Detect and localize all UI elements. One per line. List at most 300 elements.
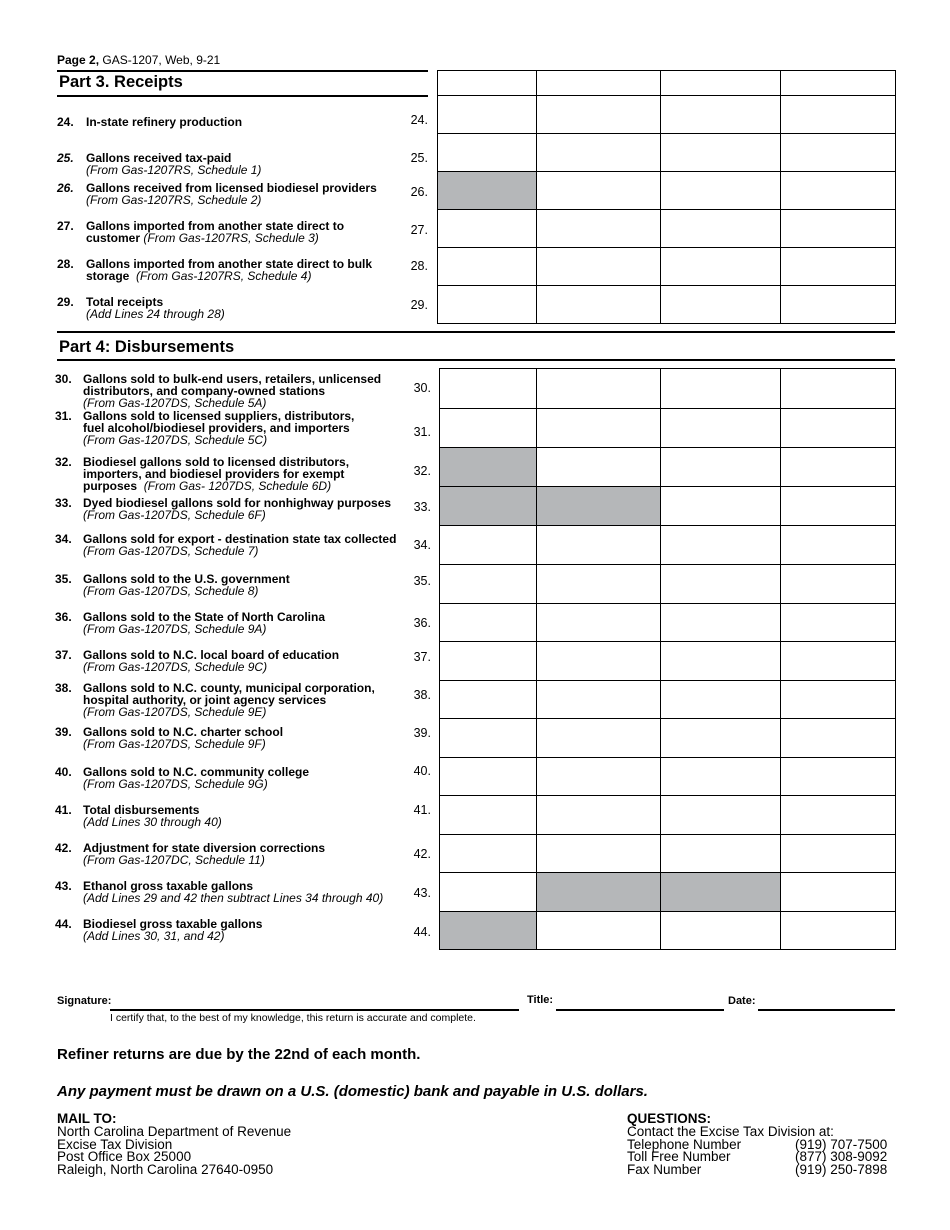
grid-row-39 <box>440 719 896 758</box>
contact-value: (919) 707-7500 <box>795 1136 888 1152</box>
line-27-description: Gallons imported from another state direct to <box>86 219 345 233</box>
page-number: Page 2, <box>57 53 100 67</box>
line-32-undyed-input[interactable] <box>537 458 660 476</box>
line-41-ethanol-input[interactable] <box>440 806 536 824</box>
line-44-number: 44. <box>55 917 72 931</box>
line-28-undyed-input[interactable] <box>537 258 660 276</box>
line-35-ref: 35. <box>413 574 431 588</box>
line-31-undyed-input[interactable] <box>537 419 660 437</box>
line-30-total[interactable] <box>781 369 896 409</box>
date-label: Date: <box>728 995 756 1007</box>
title-label: Title: <box>527 994 554 1006</box>
line-29-undyed[interactable] <box>537 286 661 324</box>
line-38-ethanol-input[interactable] <box>440 691 536 709</box>
date-line <box>758 1009 895 1011</box>
line-33-ethanol-shaded <box>440 487 537 526</box>
line-43-undyed-shaded <box>537 873 661 912</box>
line-39-undyed[interactable] <box>537 719 661 758</box>
line-31-dyed[interactable] <box>661 409 781 448</box>
line-43-ref: 43. <box>413 886 431 900</box>
form-id: GAS-1207, Web, 9-21 <box>102 53 221 67</box>
mail-to-heading: MAIL TO: <box>57 1111 117 1126</box>
line-40-ethanol-input[interactable] <box>440 768 536 786</box>
line-29-description: Total receipts <box>86 295 164 309</box>
line-39-dyed[interactable] <box>661 719 781 758</box>
line-41-description: Total disbursements <box>83 803 200 817</box>
line-38-ethanol[interactable] <box>440 681 537 719</box>
part4-title: Part 4: Disbursements <box>59 338 235 356</box>
line-34-source: (From Gas-1207DS, Schedule 7) <box>83 544 259 558</box>
line-32-ref: 32. <box>413 464 431 478</box>
grid-row-34 <box>440 526 896 565</box>
line-26-total[interactable] <box>781 172 896 210</box>
line-27-ethanol-input[interactable] <box>438 220 536 238</box>
line-30-description: Gallons sold to bulk-end users, retailers, unlicensed <box>83 372 382 386</box>
line-43-ethanol[interactable] <box>440 873 537 912</box>
line-27-undyed-input[interactable] <box>537 220 660 238</box>
line-28-ref: 28. <box>410 259 428 273</box>
part3-grid <box>437 70 896 324</box>
line-26-ref: 26. <box>410 185 428 199</box>
line-33-total[interactable] <box>781 487 896 526</box>
line-34-total[interactable] <box>781 526 896 565</box>
part3-top-rule <box>57 70 428 72</box>
line-39-ref: 39. <box>413 726 431 740</box>
line-32-source: (From Gas- 1207DS, Schedule 6D) <box>143 479 332 493</box>
line-38-source: (From Gas-1207DS, Schedule 9E) <box>83 705 267 719</box>
line-36-undyed-input[interactable] <box>537 614 660 632</box>
line-41-dyed-input[interactable] <box>661 806 780 824</box>
line-24-ethanol[interactable] <box>438 96 537 134</box>
line-39-number: 39. <box>55 725 72 739</box>
line-35-undyed-input[interactable] <box>537 575 660 593</box>
line-27-dyed-input[interactable] <box>661 220 780 238</box>
line-32-dyed[interactable] <box>661 448 781 487</box>
line-39-undyed-input[interactable] <box>537 729 660 747</box>
line-28-description: Gallons imported from another state direct to bulk <box>86 257 373 271</box>
grid-row-43 <box>440 873 896 912</box>
line-34-dyed[interactable] <box>661 526 781 565</box>
certification-statement: I certify that, to the best of my knowledge, this return is accurate and complete. <box>110 1012 476 1024</box>
line-35-dyed[interactable] <box>661 565 781 604</box>
grid-row-28 <box>438 248 896 286</box>
questions-block <box>627 1113 897 1177</box>
line-28-ethanol[interactable] <box>438 248 537 286</box>
line-41-source: (Add Lines 30 through 40) <box>83 815 222 829</box>
line-35-source: (From Gas-1207DS, Schedule 8) <box>83 584 259 598</box>
signature-label: Signature: <box>57 995 112 1007</box>
line-28-total[interactable] <box>781 248 896 286</box>
contact-row <box>627 1164 897 1177</box>
grid-row-35 <box>440 565 896 604</box>
line-42-undyed[interactable] <box>537 835 661 873</box>
line-25-dyed-input[interactable] <box>661 144 780 162</box>
line-34-ref: 34. <box>413 538 431 552</box>
grid-row-26 <box>438 172 896 210</box>
line-36-undyed[interactable] <box>537 604 661 642</box>
line-34-undyed[interactable] <box>537 526 661 565</box>
contact-label: Toll Free Number <box>627 1149 731 1165</box>
line-36-total[interactable] <box>781 604 896 642</box>
line-41-undyed-input[interactable] <box>537 806 660 824</box>
line-34-total-input[interactable] <box>781 536 895 554</box>
line-42-source: (From Gas-1207DC, Schedule 11) <box>83 853 265 867</box>
line-34-dyed-input[interactable] <box>661 536 780 554</box>
line-42-total[interactable] <box>781 835 896 873</box>
line-30-number: 30. <box>55 372 72 386</box>
line-25-ref: 25. <box>410 151 428 165</box>
line-29-dyed-input[interactable] <box>661 296 780 314</box>
line-44-total[interactable] <box>781 912 896 950</box>
line-27-total-input[interactable] <box>781 220 895 238</box>
line-36-number: 36. <box>55 610 72 624</box>
line-43-number: 43. <box>55 879 72 893</box>
line-38-total[interactable] <box>781 681 896 719</box>
line-28-dyed-input[interactable] <box>661 258 780 276</box>
line-32-total-input[interactable] <box>781 458 895 476</box>
line-24-undyed-input[interactable] <box>537 106 660 124</box>
line-37-dyed-input[interactable] <box>661 652 780 670</box>
line-31-total-input[interactable] <box>781 419 895 437</box>
line-31-undyed[interactable] <box>537 409 661 448</box>
line-43-total[interactable] <box>781 873 896 912</box>
line-28-number: 28. <box>57 257 74 271</box>
grid-row-36 <box>440 604 896 642</box>
line-40-total-input[interactable] <box>781 768 895 786</box>
line-35-total-input[interactable] <box>781 575 895 593</box>
grid-row-24 <box>438 96 896 134</box>
line-34-undyed-input[interactable] <box>537 536 660 554</box>
line-41-ethanol[interactable] <box>440 796 537 835</box>
line-37-total-input[interactable] <box>781 652 895 670</box>
line-42-ethanol[interactable] <box>440 835 537 873</box>
line-24-total-input[interactable] <box>781 106 895 124</box>
line-39-total[interactable] <box>781 719 896 758</box>
line-28-source: (From Gas-1207RS, Schedule 4) <box>136 269 312 283</box>
questions-intro: Contact the Excise Tax Division at: <box>627 1123 834 1139</box>
line-29-total-input[interactable] <box>781 296 895 314</box>
line-31-ethanol-input[interactable] <box>440 419 536 437</box>
line-29-total[interactable] <box>781 286 896 324</box>
line-31-number: 31. <box>55 409 72 423</box>
line-33-ref: 33. <box>413 500 431 514</box>
line-25-description: Gallons received tax-paid <box>86 151 232 165</box>
line-40-dyed[interactable] <box>661 758 781 796</box>
line-25-dyed[interactable] <box>661 134 781 172</box>
line-29-ethanol[interactable] <box>438 286 537 324</box>
line-26-description: Gallons received from licensed biodiesel providers <box>86 181 377 195</box>
line-27-dyed[interactable] <box>661 210 781 248</box>
line-28-description-cont: storage <box>86 269 130 283</box>
line-30-undyed[interactable] <box>537 369 661 409</box>
line-25-undyed-input[interactable] <box>537 144 660 162</box>
line-32-total[interactable] <box>781 448 896 487</box>
line-40-number: 40. <box>55 765 72 779</box>
line-36-dyed[interactable] <box>661 604 781 642</box>
line-24-number: 24. <box>57 115 74 129</box>
line-32-ethanol-shaded <box>440 448 537 487</box>
line-36-ethanol[interactable] <box>440 604 537 642</box>
line-35-description: Gallons sold to the U.S. government <box>83 572 290 586</box>
line-25-number: 25. <box>57 151 74 165</box>
line-42-undyed-input[interactable] <box>537 845 660 863</box>
line-35-dyed-input[interactable] <box>661 575 780 593</box>
line-27-source: (From Gas-1207RS, Schedule 3) <box>143 231 319 245</box>
due-date-notice: Refiner returns are due by the 22nd of each month. <box>57 1046 421 1063</box>
line-25-ethanol[interactable] <box>438 134 537 172</box>
line-42-ref: 42. <box>413 847 431 861</box>
line-33-total-input[interactable] <box>781 497 895 515</box>
line-26-source: (From Gas-1207RS, Schedule 2) <box>86 193 262 207</box>
line-35-undyed[interactable] <box>537 565 661 604</box>
line-44-undyed-input[interactable] <box>537 922 660 940</box>
line-40-undyed[interactable] <box>537 758 661 796</box>
mail-line: Excise Tax Division <box>57 1136 173 1152</box>
line-40-dyed-input[interactable] <box>661 768 780 786</box>
line-25-source: (From Gas-1207RS, Schedule 1) <box>86 163 262 177</box>
line-29-undyed-input[interactable] <box>537 296 660 314</box>
title-field[interactable] <box>558 992 727 1010</box>
line-40-undyed-input[interactable] <box>537 768 660 786</box>
line-37-source: (From Gas-1207DS, Schedule 9C) <box>83 660 268 674</box>
line-44-description: Biodiesel gross taxable gallons <box>83 917 263 931</box>
line-32-description-cont: importers, and biodiesel providers for exempt <box>83 467 345 481</box>
grid-row-41 <box>440 796 896 835</box>
line-37-ref: 37. <box>413 650 431 664</box>
line-30-description-cont: distributors, and company-owned stations <box>83 384 326 398</box>
line-36-ethanol-input[interactable] <box>440 614 536 632</box>
line-39-description: Gallons sold to N.C. charter school <box>83 725 284 739</box>
line-28-dyed[interactable] <box>661 248 781 286</box>
grid-row-27 <box>438 210 896 248</box>
line-44-total-input[interactable] <box>781 922 895 940</box>
line-40-source: (From Gas-1207DS, Schedule 9G) <box>83 777 268 791</box>
line-38-undyed-input[interactable] <box>537 691 660 709</box>
line-37-undyed[interactable] <box>537 642 661 681</box>
line-28-ethanol-input[interactable] <box>438 258 536 276</box>
grid-row-29 <box>438 286 896 324</box>
line-32-description: Biodiesel gallons sold to licensed distributors, <box>83 455 350 469</box>
contact-value: (919) 250-7898 <box>795 1162 888 1178</box>
part3-title: Part 3. Receipts <box>59 73 183 91</box>
line-42-dyed[interactable] <box>661 835 781 873</box>
line-30-ref: 30. <box>413 381 431 395</box>
line-43-ethanol-input[interactable] <box>440 883 536 901</box>
line-37-undyed-input[interactable] <box>537 652 660 670</box>
line-41-total-input[interactable] <box>781 806 895 824</box>
line-38-dyed[interactable] <box>661 681 781 719</box>
page-header <box>57 53 220 67</box>
line-33-source: (From Gas-1207DS, Schedule 6F) <box>83 508 266 522</box>
line-32-number: 32. <box>55 455 72 469</box>
line-33-dyed-input[interactable] <box>661 497 780 515</box>
line-35-ethanol[interactable] <box>440 565 537 604</box>
date-field[interactable] <box>760 992 897 1010</box>
part4-grid <box>439 368 896 950</box>
line-25-undyed[interactable] <box>537 134 661 172</box>
grid-row-33 <box>440 487 896 526</box>
line-41-ref: 41. <box>413 803 431 817</box>
part4-top-rule <box>57 331 895 333</box>
line-43-dyed-shaded <box>661 873 781 912</box>
line-44-dyed[interactable] <box>661 912 781 950</box>
line-29-dyed[interactable] <box>661 286 781 324</box>
grid-row-25 <box>438 134 896 172</box>
line-44-ethanol-shaded <box>440 912 537 950</box>
signature-field[interactable] <box>112 992 521 1010</box>
line-35-ethanol-input[interactable] <box>440 575 536 593</box>
line-31-ethanol[interactable] <box>440 409 537 448</box>
line-37-description: Gallons sold to N.C. local board of education <box>83 648 340 662</box>
line-29-source: (Add Lines 24 through 28) <box>86 307 225 321</box>
line-30-dyed-input[interactable] <box>661 380 780 398</box>
line-30-total-input[interactable] <box>781 380 895 398</box>
line-39-dyed-input[interactable] <box>661 729 780 747</box>
grid-row-32 <box>440 448 896 487</box>
contact-value: (877) 308-9092 <box>795 1149 888 1165</box>
line-43-description: Ethanol gross taxable gallons <box>83 879 254 893</box>
line-27-undyed[interactable] <box>537 210 661 248</box>
line-36-source: (From Gas-1207DS, Schedule 9A) <box>83 622 267 636</box>
payment-notice: Any payment must be drawn on a U.S. (domestic) bank and payable in U.S. dollars. <box>57 1083 648 1100</box>
grid-row-38 <box>440 681 896 719</box>
line-25-total-input[interactable] <box>781 144 895 162</box>
line-41-dyed[interactable] <box>661 796 781 835</box>
line-36-dyed-input[interactable] <box>661 614 780 632</box>
line-30-dyed[interactable] <box>661 369 781 409</box>
line-36-ref: 36. <box>413 616 431 630</box>
line-37-number: 37. <box>55 648 72 662</box>
line-38-total-input[interactable] <box>781 691 895 709</box>
line-44-dyed-input[interactable] <box>661 922 780 940</box>
line-34-description: Gallons sold for export - destination state tax collected <box>83 532 397 546</box>
line-27-ethanol[interactable] <box>438 210 537 248</box>
line-41-number: 41. <box>55 803 72 817</box>
contact-label: Fax Number <box>627 1162 702 1178</box>
line-31-description: Gallons sold to licensed suppliers, distributors, <box>83 409 355 423</box>
line-29-ethanol-input[interactable] <box>438 296 536 314</box>
line-39-total-input[interactable] <box>781 729 895 747</box>
line-24-total[interactable] <box>781 96 896 134</box>
line-24-ethanol-input[interactable] <box>438 106 536 124</box>
line-38-ref: 38. <box>413 688 431 702</box>
line-31-source: (From Gas-1207DS, Schedule 5C) <box>83 433 268 447</box>
title-line <box>556 1009 724 1011</box>
line-37-ethanol-input[interactable] <box>440 652 536 670</box>
line-26-ethanol-shaded <box>438 172 537 210</box>
line-27-ref: 27. <box>410 223 428 237</box>
line-30-undyed-input[interactable] <box>537 380 660 398</box>
line-31-total[interactable] <box>781 409 896 448</box>
line-40-ref: 40. <box>413 764 431 778</box>
line-40-description: Gallons sold to N.C. community college <box>83 765 310 779</box>
line-33-number: 33. <box>55 496 72 510</box>
line-43-total-input[interactable] <box>781 883 895 901</box>
line-39-ethanol-input[interactable] <box>440 729 536 747</box>
line-37-dyed[interactable] <box>661 642 781 681</box>
line-36-total-input[interactable] <box>781 614 895 632</box>
line-42-total-input[interactable] <box>781 845 895 863</box>
line-27-number: 27. <box>57 219 74 233</box>
line-41-total[interactable] <box>781 796 896 835</box>
grid-row-37 <box>440 642 896 681</box>
line-37-ethanol[interactable] <box>440 642 537 681</box>
line-34-ethanol-input[interactable] <box>440 536 536 554</box>
line-37-total[interactable] <box>781 642 896 681</box>
line-42-dyed-input[interactable] <box>661 845 780 863</box>
line-25-total[interactable] <box>781 134 896 172</box>
line-29-number: 29. <box>57 295 74 309</box>
line-24-undyed[interactable] <box>537 96 661 134</box>
line-35-total[interactable] <box>781 565 896 604</box>
mail-line: Raleigh, North Carolina 27640-0950 <box>57 1162 274 1178</box>
line-27-total[interactable] <box>781 210 896 248</box>
line-34-ethanol[interactable] <box>440 526 537 565</box>
line-35-number: 35. <box>55 572 72 586</box>
mail-line: Post Office Box 25000 <box>57 1149 192 1165</box>
line-26-total-input[interactable] <box>781 182 895 200</box>
line-24-dyed[interactable] <box>661 96 781 134</box>
line-32-dyed-input[interactable] <box>661 458 780 476</box>
line-42-number: 42. <box>55 841 72 855</box>
signature-line <box>110 1009 519 1011</box>
line-26-undyed-input[interactable] <box>537 182 660 200</box>
line-33-dyed[interactable] <box>661 487 781 526</box>
questions-heading: QUESTIONS: <box>627 1111 712 1126</box>
line-27-description-cont: customer <box>86 231 141 245</box>
line-26-dyed[interactable] <box>661 172 781 210</box>
line-38-dyed-input[interactable] <box>661 691 780 709</box>
line-30-source: (From Gas-1207DS, Schedule 5A) <box>83 396 267 410</box>
line-44-ref: 44. <box>413 925 431 939</box>
line-29-ref: 29. <box>410 298 428 312</box>
line-31-dyed-input[interactable] <box>661 419 780 437</box>
line-24-description: In-state refinery production <box>86 115 243 129</box>
line-38-description: Gallons sold to N.C. county, municipal corporation, <box>83 681 375 695</box>
line-26-undyed[interactable] <box>537 172 661 210</box>
line-32-description-cont2: purposes <box>83 479 138 493</box>
grid-row-40 <box>440 758 896 796</box>
line-39-ethanol[interactable] <box>440 719 537 758</box>
line-34-number: 34. <box>55 532 72 546</box>
line-38-undyed[interactable] <box>537 681 661 719</box>
line-30-ethanol[interactable] <box>440 369 537 409</box>
line-28-total-input[interactable] <box>781 258 895 276</box>
part3-bottom-rule <box>57 95 428 97</box>
line-31-description-cont: fuel alcohol/biodiesel providers, and importers <box>83 421 350 435</box>
grid-row-31 <box>440 409 896 448</box>
line-26-number: 26. <box>57 181 74 195</box>
line-32-undyed[interactable] <box>537 448 661 487</box>
line-25-ethanol-input[interactable] <box>438 144 536 162</box>
line-24-dyed-input[interactable] <box>661 106 780 124</box>
line-28-undyed[interactable] <box>537 248 661 286</box>
mail-line: North Carolina Department of Revenue <box>57 1123 292 1139</box>
line-26-dyed-input[interactable] <box>661 182 780 200</box>
line-31-ref: 31. <box>413 425 431 439</box>
line-40-total[interactable] <box>781 758 896 796</box>
line-40-ethanol[interactable] <box>440 758 537 796</box>
line-33-undyed-shaded <box>537 487 661 526</box>
line-44-undyed[interactable] <box>537 912 661 950</box>
line-30-ethanol-input[interactable] <box>440 380 536 398</box>
line-42-ethanol-input[interactable] <box>440 845 536 863</box>
line-24-ref: 24. <box>410 113 428 127</box>
line-43-source: (Add Lines 29 and 42 then subtract Lines 34 through 40) <box>83 891 384 905</box>
line-41-undyed[interactable] <box>537 796 661 835</box>
mail-to-block <box>57 1113 291 1177</box>
line-44-source: (Add Lines 30, 31, and 42) <box>83 929 225 943</box>
